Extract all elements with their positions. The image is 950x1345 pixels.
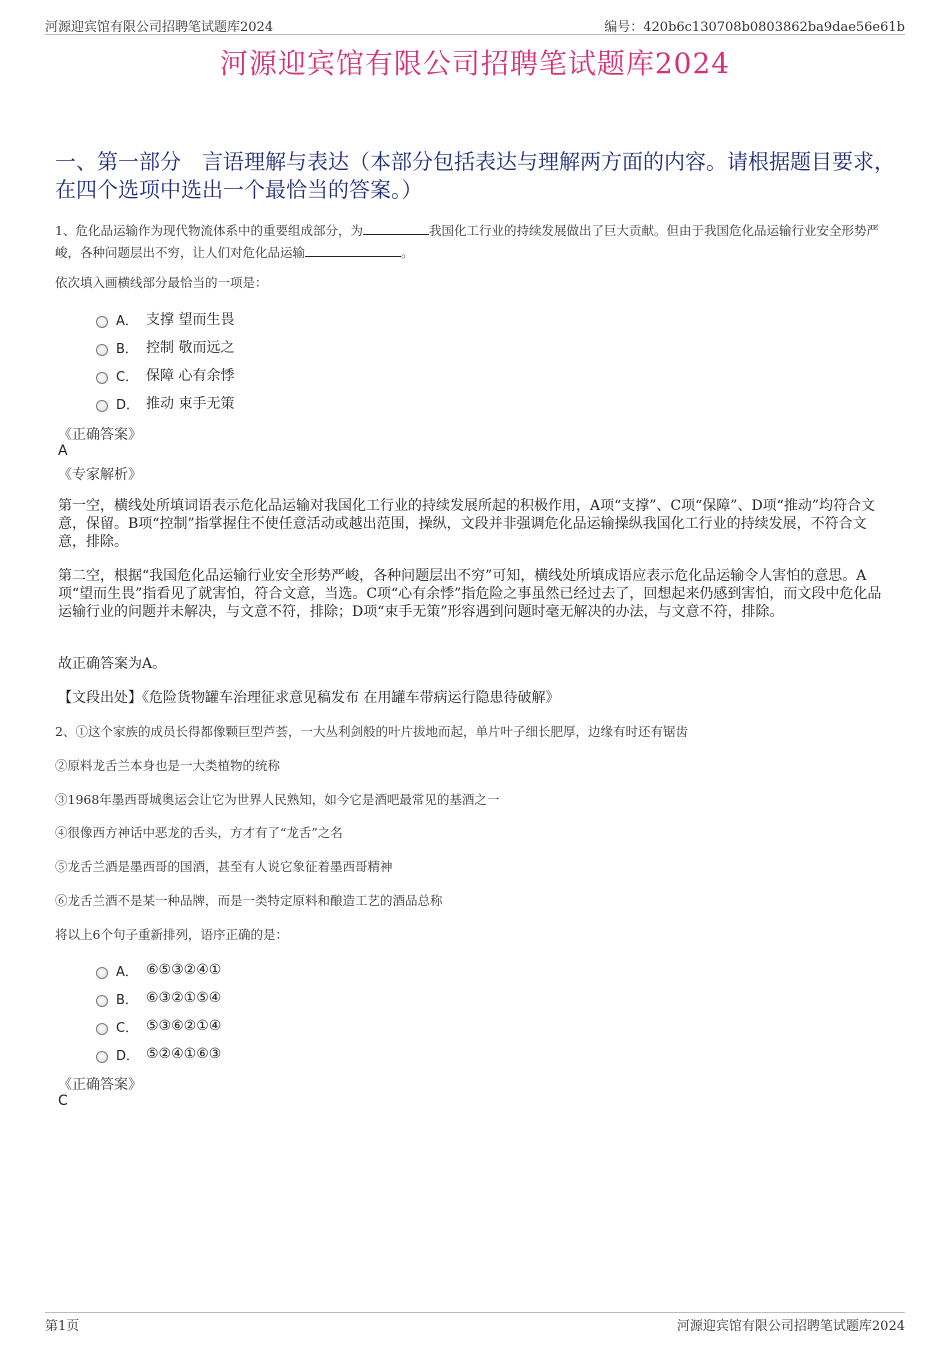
question-1-text-part-b: 我国化工行业的持续发展做出了巨大贡献。但由于我国危化品运输行业安全形势严峻，各种问题层出不穷，让人们对危化品运输 — [55, 223, 879, 260]
option-text: ⑤②④①⑥③ — [146, 1046, 222, 1062]
radio-icon[interactable] — [96, 967, 108, 979]
question-2-sentence-5: ⑤龙舌兰酒是墨西哥的国酒，甚至有人说它象征着墨西哥精神 — [55, 859, 393, 874]
option-letter: D． — [116, 1048, 140, 1064]
question-1-option-a[interactable] — [96, 305, 234, 333]
radio-icon[interactable] — [96, 344, 108, 356]
question-1-answer-label: 《正确答案》 — [58, 427, 142, 443]
question-1-options — [96, 305, 234, 417]
question-2-answer-label: 《正确答案》 — [58, 1077, 142, 1093]
option-text: ⑥⑤③②④① — [146, 962, 222, 978]
question-2-answer: C — [58, 1093, 68, 1109]
question-1-prompt: 依次填入画横线部分最恰当的一项是： — [55, 275, 268, 290]
radio-icon[interactable] — [96, 1023, 108, 1035]
analysis-paragraph-2: 第二空，根据“我国危化品运输行业安全形势严峻，各种问题层出不穷”可知，横线处所填成语应表示危化品运输令人害怕的意思。A项“望而生畏”指看见了就害怕，符合文意，当选。C项“心有余悸”指危险之事虽然已经过去了，回想起来仍感到害怕，而文段中危化品运输行业的问题并未解决，与文意不符，排除；D项“束手无策”形容遇到问题时毫无解决的办法，与文意不符，排除。 — [58, 568, 882, 620]
section-heading: 一、第一部分 言语理解与表达（本部分包括表达与理解两方面的内容。请根据题目要求，在四个选项中选出一个最恰当的答案。） — [55, 150, 895, 202]
question-2-sentence-3: ③1968年墨西哥城奥运会让它为世界人民熟知，如今它是酒吧最常见的基酒之一 — [55, 792, 500, 807]
footer-page-number: 第1页 — [45, 1319, 80, 1334]
header-doc-id: 编号：420b6c130708b0803862ba9dae56e61b — [604, 20, 905, 35]
question-2-option-c[interactable] — [96, 1012, 221, 1040]
analysis-conclusion: 故正确答案为A。 — [58, 656, 167, 672]
question-2-options — [96, 956, 221, 1068]
option-letter: C． — [116, 369, 139, 385]
question-2-sentence-2: ②原料龙舌兰本身也是一大类植物的统称 — [55, 758, 281, 773]
document-title: 河源迎宾馆有限公司招聘笔试题库2024 — [219, 47, 731, 80]
radio-icon[interactable] — [96, 995, 108, 1007]
page-footer — [45, 1312, 905, 1333]
question-2-option-a[interactable] — [96, 956, 221, 984]
question-1-option-b[interactable] — [96, 333, 234, 361]
header-doc-name: 河源迎宾馆有限公司招聘笔试题库2024 — [45, 20, 274, 35]
page-header — [45, 14, 905, 35]
option-text: 推动 束手无策 — [146, 396, 235, 412]
option-letter: B． — [116, 992, 138, 1008]
footer-doc-name: 河源迎宾馆有限公司招聘笔试题库2024 — [676, 1319, 905, 1334]
question-1-analysis-label: 《专家解析》 — [58, 467, 142, 483]
radio-icon[interactable] — [96, 372, 108, 384]
question-2-option-d[interactable] — [96, 1040, 221, 1068]
option-text: 保障 心有余悸 — [146, 368, 235, 384]
question-2-option-b[interactable] — [96, 984, 221, 1012]
option-letter: C． — [116, 1020, 139, 1036]
option-letter: A． — [116, 964, 138, 980]
question-1-answer: A — [58, 443, 68, 459]
option-letter: A． — [116, 313, 138, 329]
blank-1 — [363, 221, 429, 235]
question-1-source: 【文段出处】《危险货物罐车治理征求意见稿发布 在用罐车带病运行隐患待破解》 — [58, 690, 560, 706]
question-1-text — [55, 220, 895, 264]
option-text: ⑤③⑥②①④ — [146, 1018, 222, 1034]
option-letter: D． — [116, 397, 140, 413]
radio-icon[interactable] — [96, 316, 108, 328]
question-2-prompt: 将以上6个句子重新排列，语序正确的是： — [55, 927, 288, 942]
option-text: ⑥③②①⑤④ — [146, 990, 222, 1006]
analysis-paragraph-1: 第一空，横线处所填词语表示危化品运输对我国化工行业的持续发展所起的积极作用，A项“支撑”、C项“保障”、D项“推动”均符合文意，保留。B项“控制”指掌握住不使任意活动或越出范围，操纵，文段并非强调危化品运输操纵我国化工行业的持续发展，不符合文意，排除。 — [58, 498, 875, 550]
question-1-option-d[interactable] — [96, 389, 234, 417]
question-1-text-part-c: 。 — [401, 245, 414, 260]
radio-icon[interactable] — [96, 1051, 108, 1063]
question-2-sentence-4: ④很像西方神话中恶龙的舌头，方才有了“龙舌”之名 — [55, 825, 343, 840]
option-text: 支撑 望而生畏 — [146, 312, 235, 328]
radio-icon[interactable] — [96, 400, 108, 412]
question-2-sentence-1: 2、①这个家族的成员长得都像颗巨型芦荟，一大丛利剑般的叶片拔地而起，单片叶子细长肥厚，边缘有时还有锯齿 — [55, 724, 688, 739]
question-2-sentence-6: ⑥龙舌兰酒不是某一种品牌，而是一类特定原料和酿造工艺的酒品总称 — [55, 893, 443, 908]
option-letter: B． — [116, 341, 138, 357]
question-1-option-c[interactable] — [96, 361, 234, 389]
blank-2 — [305, 243, 401, 257]
question-1-text-part-a: 1、危化品运输作为现代物流体系中的重要组成部分，为 — [55, 223, 363, 238]
option-text: 控制 敬而远之 — [146, 340, 235, 356]
